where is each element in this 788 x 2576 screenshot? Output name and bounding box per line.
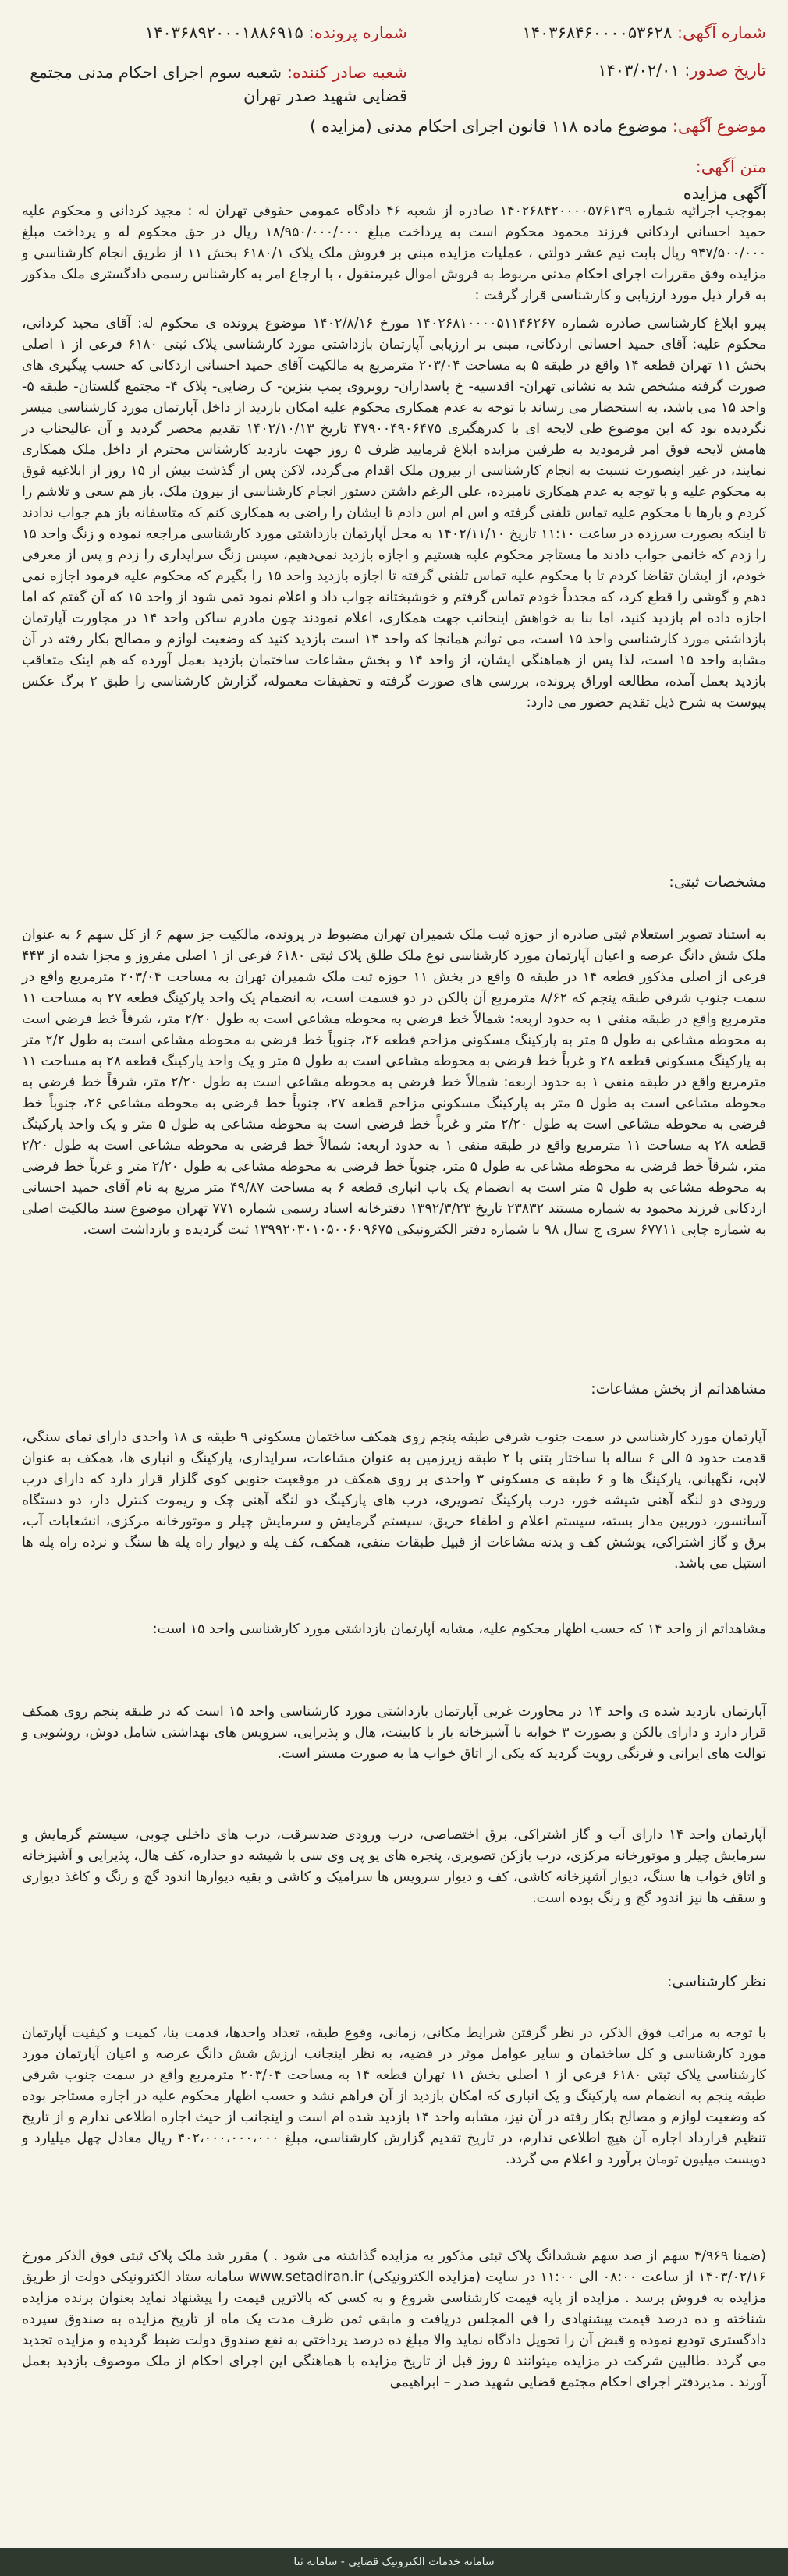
paragraph-auction-terms: (ضمنا ۴/۹۶۹ سهم از صد سهم ششدانگ پلاک ثبتی مذکور به مزایده گذاشته می شود . ) مقرر شد ملک پلاک ثبتی فوق الذکر مورخ ۱۴۰۳/۰۲/۱۶ از ساعت ۰۸:۰۰ الی ۱۱:۰۰ در سایت (مزایده الکترونیکی) www.setadiran.ir سامانه ستاد الکترونیکی دولت از طریق مزایده به فروش برسد . مزایده از پایه قیمت کارشناسی شروع و به کسی که بالاترین قیمت را پیشنهاد نماید بعنوان برنده مزایده شناخته و ده درصد قیمت پیشنهادی را فی المجلس دریافت و مابقی ثمن ظرف مدت یک ماه از تاریخ مزایده به صندوق سپرده دادگستری تودیع نموده و قبض آن را تحویل دادگاه نماید والا مبلغ ده درصد پرداختی به نفع صندوق دولت ضبط گردیده و مزایده تجدید می گردد .طالبین شرکت در مزایده میتوانند ۵ روز قبل از تاریخ مزایده با هماهنگی این اجرای احکام از ملک موصوف بازدید بعمل آورند . مدیردفتر اجرای احکام مجتمع قضایی شهید صدر – ابراهیمی: [22, 2248, 767, 2390]
notice-number: ۱۴۰۳۶۸۴۶۰۰۰۰۵۳۶۲۸: [522, 23, 673, 42]
paragraph-unit-14-layout: آپارتمان بازدید شده ی واحد ۱۴ در مجاورت غربی آپارتمان بازداشتی مورد کارشناسی واحد ۱۵ است که در طبقه پنجم روی همکف قرار دارد و دارای بالکن و بصورت ۳ خوابه با آشپزخانه باز با کابینت، هال و پذیرایی، سرویس های بهداشتی شامل دوش، روشویی و توالت های ایرانی و فرنگی رویت گردید که یکی از اتاق خواب ها به صورت مستر است.: [22, 1704, 766, 1762]
file-number-field: [145, 23, 407, 42]
paragraph-unit-14-intro: مشاهداتم از واحد ۱۴ که حسب اظهار محکوم علیه، مشابه آپارتمان بازداشتی مورد کارشناسی واحد ۱۵ است:: [152, 1621, 766, 1637]
file-number: ۱۴۰۳۶۸۹۲۰۰۰۱۸۸۶۹۱۵: [144, 23, 303, 42]
common-areas-title: مشاهداتم از بخش مشاعات:: [591, 1380, 766, 1398]
branch-name: شعبه سوم اجرای احکام مدنی مجتمع قضایی شهید صدر تهران: [30, 63, 407, 105]
notice-header: [0, 12, 788, 106]
paragraph-expert-report: پیرو ابلاغ کارشناسی صادره شماره ۱۴۰۲۶۸۱۰۰۰۰۵۱۱۴۶۲۶۷ مورخ ۱۴۰۲/۸/۱۶ موضوع پرونده ی محکوم له: آقای مجید کردانی، محکوم علیه: آقای حمید احسانی اردکانی، مبنی بر ارزیابی آپارتمان بازداشتی مورد کارشناسی پلاک ثبتی ۶۱۸۰ فرعی از ۱ اصلی بخش ۱۱ تهران قطعه ۱۴ واقع در طبقه ۵ به مساحت ۲۰۳/۰۴ مترمربع به مالکیت آقای حمید احسانی اردکانی که حسب پیگیری های صورت گرفته مشخص شد به نشانی تهران- اقدسیه- خ پاسداران- روبروی پمپ بنزین- ک رضایی- پلاک ۴- مجتمع گلستان- طبقه ۵- واحد ۱۵ می باشد، به استحضار می رساند با توجه به عدم همکاری محکوم علیه امکان بازدید از داخل آپارتمان مورد کارشناسی میسر نگردیده بود که این موضوع طی لایحه ای با کدرهگیری ۴۷۹۰۰۴۹۰۶۴۷۵ تاریخ ۱۴۰۲/۱۰/۱۳ تقدیم محضر گردید و آن عالیجناب در هامش لایحه فوق امر فرمودید به طرفین مزایده ابلاغ فرمایید ظرف ۵ روز جهت بازدید کارشناس محترم از داخل ملک همکاری نمایند، در غیر اینصورت نسبت به انجام کارشناسی از بیرون ملک اقدام می‌گردد، لاکن پس از گذشت بیش از ۱۵ روز از ابلاغیه فوق به محکوم علیه و با توجه به عدم همکاری نامبرده، علی الرغم داشتن دستور انجام کارشناسی از بیرون ملک، باز هم سعی و تلاشم را کردم و بارها با محکوم علیه تماس تلفنی گرفته و اس ام اس دادم تا ایشان را راضی به همکاری کنم که متاسفانه باز هم جواب ندادند تا اینکه بصورت سرزده در ساعت ۱۱:۱۰ تاریخ ۱۴۰۲/۱۱/۱۰ به محل آپارتمان بازداشتی مورد کارشناسی مراجعه نموده و زنگ واحد ۱۵ را زدم که خانمی جواب دادند ما مستاجر محکوم علیه هستیم و اجازه بازدید نمی‌دهیم، سپس زنگ سرایداری را زدم و پس از معرفی خودم، از ایشان تقاضا کردم تا با محکوم علیه تماس تلفنی گرفته تا اجازه بازدید واحد ۱۵ را بگیرم که محکوم علیه فرمود اجازه نمی دهم و گوشی را قطع کرد، که مجدداً خودم تماس گرفتم و خوشبختانه جواب داد و اعلام نمود تمی شود از واحد ۱۵ که آن گفتم که اما اجازه داده ام بازدید کنید، اما بنا به خواهش اینجانب جهت همکاری، اعلام نمودند چون مادرم ساکن واحد ۱۴ در مجاورت آپارتمان بازداشتی مورد کارشناسی واحد ۱۵ است، می توانم همانجا که واحد ۱۴ است بازدید کنید که وضعیت لوازم و مصالح بکار رفته در آن مشابه واحد ۱۵ است، لذا پس از هماهنگی ایشان، از واحد ۱۴ و بخش مشاعات ساختمان بازدید بعمل آورده که هم اینک متعاقب بازدید بعمل آمده، مطالعه اوراق پرونده، بررسی های صورت گرفته و تحقیقات معموله، گزارش کارشناسی را طبق ۲ برگ عکس پیوست به شرح ذیل تقدیم حضور می دارد:: [22, 316, 767, 710]
file-number-label: شماره پرونده:: [308, 23, 407, 42]
branch-field: [17, 61, 407, 108]
subject-label: موضوع آگهی:: [672, 117, 766, 136]
header-row-1: [22, 23, 766, 55]
subject-text: موضوع ماده ۱۱۸ قانون اجرای احکام مدنی (مزایده ): [310, 117, 668, 136]
paragraph-common-areas: آپارتمان مورد کارشناسی در سمت جنوب شرقی طبقه پنجم روی همکف ساختمان مسکونی ۹ طبقه ی ۱۸ واحدی دارای نمای سنگی، قدمت حدود ۵ الی ۶ ساله با ساختار بتنی با ۲ طبقه زیرزمین به عنوان مشاعات، سرایداری، پارکینگ و انباری ها، همکف به عنوان لابی، نگهبانی، پارکینگ ها و ۶ طبقه ی مسکونی ۳ واحدی بر روی همکف در موقعیت جنوبی کوی گلزار قرار دارد که دارای درب ورودی دو لنگه آهنی شیشه خور، درب پارکینگ تصویری، درب های پارکینگ دو لنگه آهنی چک و ریموت کنترل دار، دو دستگاه آسانسور، دوربین مدار بسته، سیستم اعلام و اطفاء حریق، سیستم گرمایش و سرمایش چیلر و موتورخانه مرکزی، انشعابات آب، برق و گاز اشتراکی، پوشش کف و بدنه مشاعات از قبیل طبقات منفی، همکف، کف پله و دیوار راه پله ها سنگ و نرده راه پله ها استیل می باشد.: [22, 1430, 767, 1571]
notice-number-field: [523, 23, 766, 42]
body-title: آگهی مزایده: [683, 184, 766, 203]
paragraph-unit-14-finishes: آپارتمان واحد ۱۴ دارای آب و گاز اشتراکی، برق اختصاصی، درب ورودی ضدسرقت، درب های داخلی چوبی، سیستم گرمایش و سرمایش چیلر و موتورخانه مرکزی، درب بازکن تصویری، پنجره های یو پی وی سی با شیشه دو جداره، کف هال، پذیرایی و آشپزخانه و اتاق خواب ها سنگ، دیوار آشپزخانه کاشی، کف و دیوار سرویس ها سرامیک و کاشی و بقیه دیوارها اندود گچ و رنگ و کاغذ دیواری و سقف ها نیز اندود گچ و رنگ بوده است.: [22, 1827, 766, 1906]
paragraph-expert-opinion: با توجه به مراتب فوق الذکر، در نظر گرفتن شرایط مکانی، زمانی، وقوع طبقه، تعداد واحدها، قدمت بنا، کمیت و کیفیت آپارتمان مورد کارشناسی و کل ساختمان و سایر عوامل موثر در قضیه، به نظر اینجانب ارزش شش دانگ عرصه و اعیان آپارتمان مورد کارشناسی پلاک ثبتی ۶۱۸۰ فرعی از ۱ اصلی بخش ۱۱ تهران قطعه ۱۴ به مساحت ۲۰۳/۰۴ مترمربع واقع در سمت جنوب شرقی طبقه پنجم به انضمام سه پارکینگ و یک انباری که امکان بازدید از آن فراهم نشد و حسب اظهار محکوم علیه در اجاره مستاجر بوده که وضعیت لوازم و مصالح بکار رفته در آن نیز، مشابه واحد ۱۴ بازدید شده ام است و اینجانب از حیث اجاره اطلاعی ندارم و از تاریخ تنظیم قرارداد اجاره آن هیچ اطلاعی ندارم، در تاریخ تقدیم گزارش کارشناسی، مبلغ ۴۰۲،۰۰۰،۰۰۰،۰۰۰ ریال معادل چهل میلیارد و دویست میلیون تومان برآورد و اعلام می گردد.: [22, 2025, 766, 2167]
issue-date-label: تاریخ صدور:: [684, 61, 766, 80]
paragraph-execution-order: بموجب اجرائیه شماره ۱۴۰۲۶۸۴۲۰۰۰۰۵۷۶۱۳۹ صادره از شعبه ۴۶ دادگاه عمومی حقوقی تهران له : مجید کردانی و محکوم علیه حمید احسانی اردکانی فرزند محمود محکوم است به پرداخت مبلغ ۱۸/۹۵۰/۰۰۰/۰۰۰ ریال در حق محکوم له و پرداخت مبلغ ۹۴۷/۵۰۰/۰۰۰ ریال بابت نیم عشر دولتی ، عملیات مزایده مبنی بر فروش ملک پلاک ۶۱۸۰/۱ بخش ۱۱ از طریق انجام کارشناسی و مزایده وفق مقررات اجرای احکام مدنی مربوط به فروش اموال غیرمنقول ، با ارجاع امر به کارشناس رسمی دادگستری ملک مذکور به قرار ذیل مورد ارزیابی و کارشناسی قرار گرفت :: [22, 204, 767, 303]
issue-date-field: [598, 61, 766, 80]
branch-label: شعبه صادر کننده:: [286, 63, 407, 82]
site-footer: سامانه خدمات الکترونیک قضایی - سامانه ثنا: [0, 2548, 788, 2576]
expert-opinion-title: نظر کارشناسی:: [666, 1973, 766, 1990]
header-row-2: [22, 61, 766, 115]
notice-number-label: شماره آگهی:: [676, 23, 766, 42]
issue-date: ۱۴۰۳/۰۲/۰۱: [598, 61, 680, 80]
notice-subject: [310, 117, 766, 136]
body-label: متن آگهی:: [695, 158, 766, 176]
paragraph-registration-specs: به استناد تصویر استعلام ثبتی صادره از حوزه ثبت ملک شمیران تهران مضبوط در پرونده، مالکیت جز سهم ۶ از کل سهم ۶ به عنوان ملک شش دانگ عرصه و اعیان آپارتمان مورد کارشناسی نوع ملک طلق پلاک ثبتی ۶۱۸۰ فرعی از ۱ اصلی مفروز و مجزا شده از ۴۴۳ فرعی از اصلی مذکور قطعه ۱۴ در طبقه ۵ واقع در بخش ۱۱ حوزه ثبت ملک شمیران تهران به مساحت ۲۰۳/۰۴ مترمربع واقع در سمت جنوب شرقی طبقه پنجم که ۸/۶۲ مترمربع آن بالکن در دو قسمت است، به انضمام یک واحد پارکینگ قطعه ۲۷ به مساحت ۱۱ مترمربع واقع در طبقه منفی ۱ به حدود اربعه: شمالاً خط فرضی به محوطه مشاعی است به طول ۲/۲۰ متر، شرقاً خط فرضی است به محوطه مشاعی به طول ۵ متر به پارکینگ مسکونی مزاحم قطعه ۲۶، جنوباً خط فرضی به محوطه مشاعی است به طول ۲/۲ متر به پارکینگ مسکونی قطعه ۲۸ و غرباً خط فرضی به محوطه مشاعی است به طول ۵ متر و یک واحد پارکینگ قطعه ۲۸ به مساحت ۱۱ مترمربع واقع در طبقه منفی ۱ به حدود اربعه: شمالاً خط فرضی به محوطه مشاعی است به طول ۲/۲۰ متر، شرقاً خط فرضی به محوطه مشاعی است به طول ۵ متر به پارکینگ مسکونی مزاحم قطعه ۲۷، جنوباً خط فرضی به محوطه مشاعی ۲۶، جنوباً خط فرضی به محوطه مشاعی است به طول ۲/۲۰ متر و غرباً خط فرضی است به محوطه مشاعی به طول ۵ متر و یک واحد پارکینگ قطعه ۲۸ به مساحت ۱۱ مترمربع واقع در طبقه منفی ۱ به حدود اربعه: شمالاً خط فرضی به محوطه مشاعی است به طول ۲/۲۰ متر، شرقاً خط فرضی به محوطه مشاعی به طول ۵ متر، جنوباً خط فرضی به محوطه مشاعی به طول ۲/۲۰ متر و غرباً خط فرضی به محوطه مشاعی به طول ۵ متر است به انضمام یک باب انباری قطعه ۶ به مساحت ۴۹/۸۷ متر مربع به نام آقای حمید احسانی اردکانی فرزند محمود به شماره مستند ۲۳۸۳۲ تاریخ ۱۳۹۲/۳/۲۳ دفترخانه اسناد رسمی شماره ۷۷۱ تهران موضوع سند مالکیت اصلی به شماره چاپی ۶۷۷۱۱ سری ج سال ۹۸ با شماره دفتر الکترونیکی ۱۳۹۹۲۰۳۰۱۰۵۰۰۶۰۹۶۷۵ ثبت گردیده و بازداشت است.: [22, 927, 767, 1238]
notice-body-heading: [683, 158, 766, 203]
registration-specs-title: مشخصات ثبتی:: [669, 873, 766, 891]
